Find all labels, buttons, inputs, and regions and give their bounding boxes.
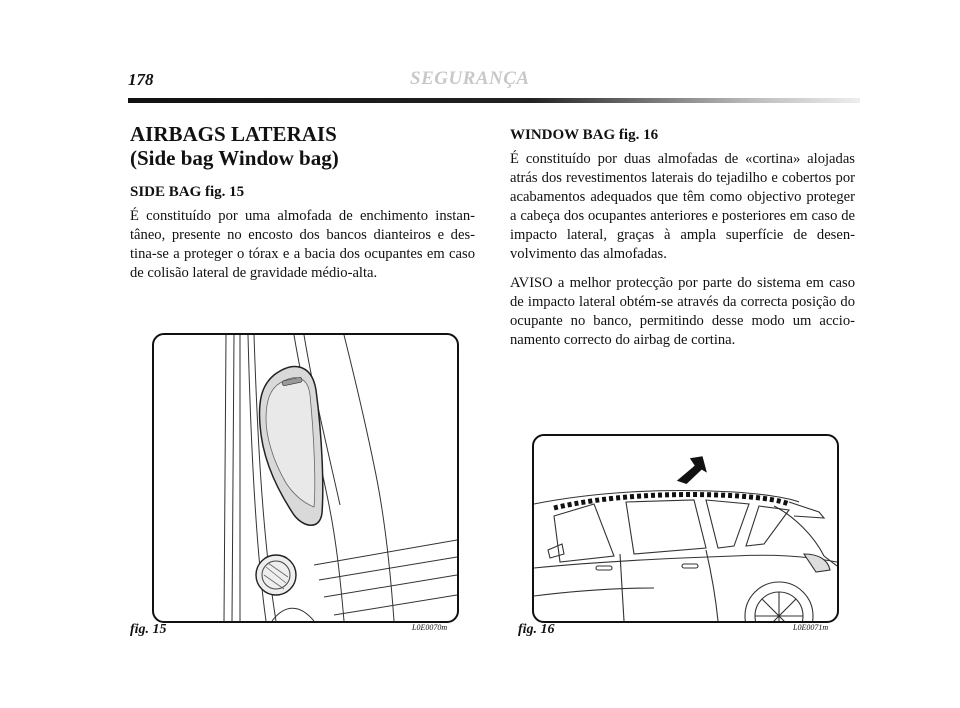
- car-window-bag-illustration: [534, 436, 837, 621]
- figure-15-code: L0E0070m: [412, 623, 448, 632]
- left-column: [130, 122, 475, 283]
- window-bag-subhead: WINDOW BAG fig. 16: [510, 127, 659, 143]
- figure-16-code: L0E0071m: [793, 623, 829, 632]
- title-line-1: AIRBAGS LATERAIS: [130, 122, 337, 146]
- side-bag-paragraph: É constituído por uma almofada de enchimento instan-tâneo, presente no encosto dos bancos dianteiros e des-tina-se a proteger o tórax e a bacia dos ocupantes em caso de colisão lateral de gravidade médio-alta.: [130, 208, 475, 281]
- side-bag-subhead: SIDE BAG fig. 15: [130, 184, 245, 200]
- figure-16-window-bag: [532, 434, 839, 623]
- arrow-icon: [677, 451, 713, 491]
- figure-15-side-bag: [152, 333, 459, 623]
- page-number: 178: [128, 70, 154, 89]
- figure-16-caption: fig. 16: [518, 622, 555, 637]
- title-line-2: (Side bag Window bag): [130, 146, 339, 170]
- page-title: [130, 122, 475, 170]
- aviso-paragraph: AVISO a melhor protecção por parte do sistema em caso de impacto lateral obtém-se através da correcta posição do ocupante no banco, permitindo desse modo um accio-namento correcto do airbag de cortina.: [510, 275, 855, 348]
- seat-side-bag-illustration: [154, 335, 457, 621]
- header-rule: [128, 98, 860, 103]
- figure-15-caption: fig. 15: [130, 622, 167, 637]
- section-title: SEGURANÇA: [410, 68, 530, 89]
- right-column: [510, 127, 855, 350]
- window-bag-paragraph: É constituído por duas almofadas de «cortina» alojadas atrás dos revestimentos laterais do tejadilho e cobertos por acabamentos adequados que têm como objectivo proteger a cabeça dos ocupantes anteriores e posteriores em caso de impacto lateral, graças à ampla superfície de desen-volvimento das almofadas.: [510, 151, 855, 262]
